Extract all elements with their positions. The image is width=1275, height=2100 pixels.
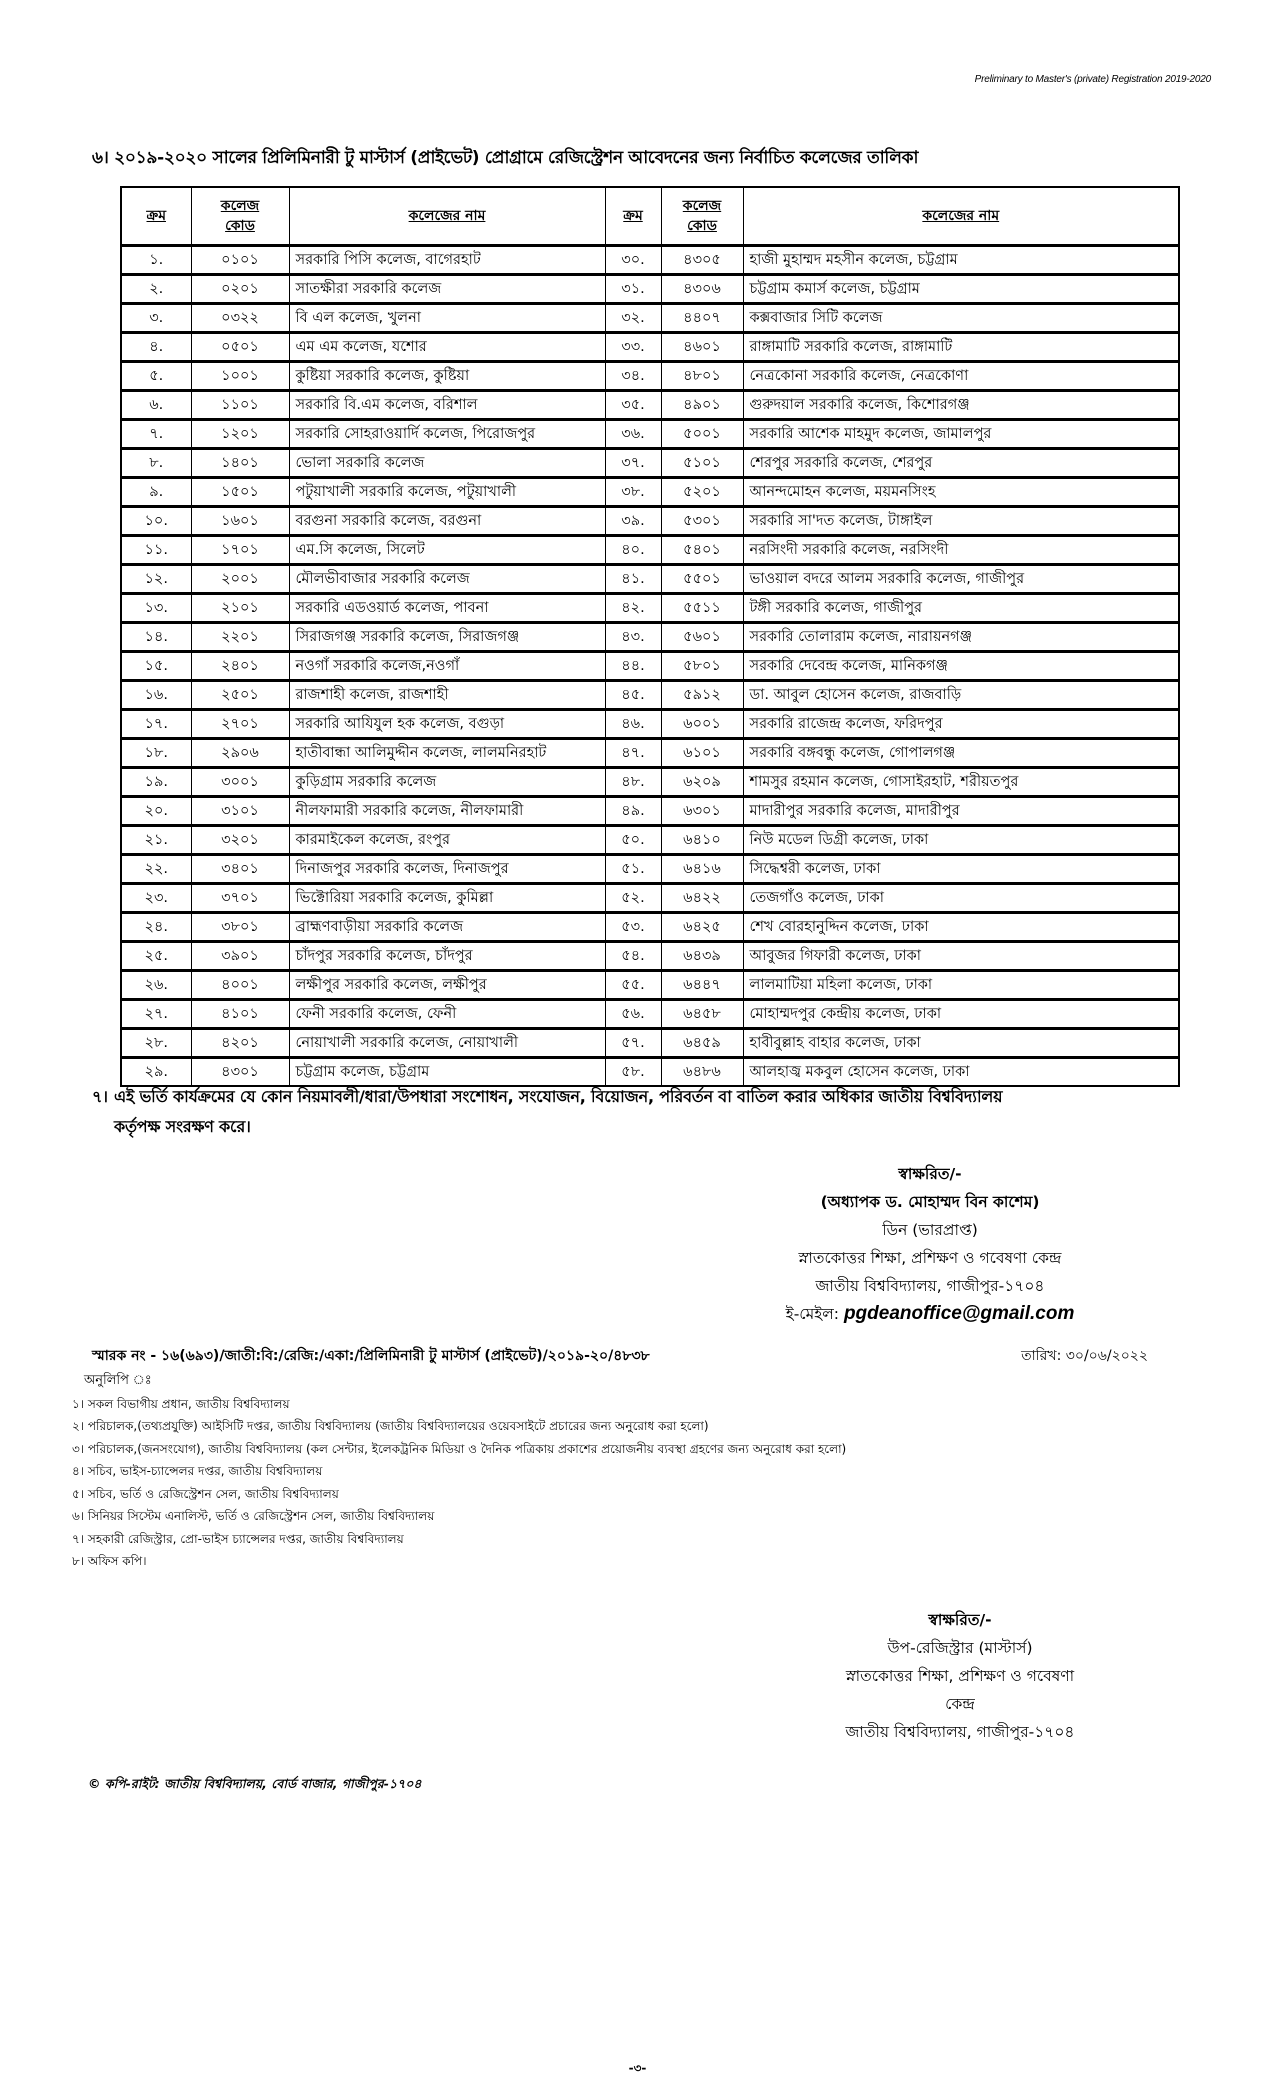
cell-college-name: সরকারি দেবেন্দ্র কলেজ, মানিকগঞ্জ [743,652,1179,681]
cell-college-code: ৫০০১ [661,420,743,449]
table-row [121,449,1179,478]
cell-college-code: ১৪০১ [191,449,289,478]
copy-item: ৪। সচিব, ভাইস-চ্যান্সেলর দপ্তর, জাতীয় বিশ্ববিদ্যালয় [72,1464,323,1478]
cell-college-code: ৪৬০১ [661,333,743,362]
cell-serial: ১. [121,246,191,275]
cell-college-name: বি এল কলেজ, খুলনা [289,304,605,333]
cell-college-name: হাবীবুল্লাহ বাহার কলেজ, ঢাকা [743,1029,1179,1058]
header-college-code [191,187,289,246]
cell-college-code: ৬৩০১ [661,797,743,826]
cell-college-name: ভোলা সরকারি কলেজ [289,449,605,478]
email-line [700,1300,1160,1328]
table-row [121,275,1179,304]
cell-college-code: ০১০১ [191,246,289,275]
section-6-title: ৬। ২০১৯-২০২০ সালের প্রিলিমিনারী টু মাস্টার্স (প্রাইভেট) প্রোগ্রামে রেজিস্ট্রেশন আবেদনের জন্য নির্বাচিত কলেজের তালিকা [92,148,919,168]
header-code-line1: কলেজ [682,198,722,214]
cell-college-code: ৬৪৫৮ [661,1000,743,1029]
cell-serial: ২৬. [121,971,191,1000]
signed-mark: স্বাক্ষরিত/- [928,1611,992,1629]
cell-college-code: ৩২০১ [191,826,289,855]
cell-college-name: সরকারি আশেক মাহমুদ কলেজ, জামালপুর [743,420,1179,449]
copyright-notice: © কপি-রাইট: জাতীয় বিশ্ববিদ্যালয়, বোর্ড বাজার, গাজীপুর-১৭০৪ [88,1776,422,1791]
cell-serial: ৫৮. [605,1058,661,1087]
cell-serial: ১৯. [121,768,191,797]
cell-college-name: কুষ্টিয়া সরকারি কলেজ, কুষ্টিয়া [289,362,605,391]
cell-college-name: আবুজর গিফারী কলেজ, ঢাকা [743,942,1179,971]
cell-college-name: চাঁদপুর সরকারি কলেজ, চাঁদপুর [289,942,605,971]
copy-item: ৭। সহকারী রেজিস্ট্রার, প্রো-ভাইস চ্যান্সেলর দপ্তর, জাতীয় বিশ্ববিদ্যালয় [72,1531,404,1546]
cell-college-code: ৪৩০১ [191,1058,289,1087]
cell-college-name: সাতক্ষীরা সরকারি কলেজ [289,275,605,304]
cell-college-name: কুড়িগ্রাম সরকারি কলেজ [289,768,605,797]
cell-serial: ৫২. [605,884,661,913]
cell-serial: ৩৪. [605,362,661,391]
table-row [121,246,1179,275]
copy-item: ৫। সচিব, ভর্তি ও রেজিস্ট্রেশন সেল, জাতীয় বিশ্ববিদ্যালয় [72,1486,339,1501]
cell-college-name: ফেনী সরকারি কলেজ, ফেনী [289,1000,605,1029]
cell-college-name: সরকারি বঙ্গবন্ধু কলেজ, গোপালগঞ্জ [743,739,1179,768]
section-7-paragraph [92,1082,1192,1142]
cell-college-code: ৩১০১ [191,797,289,826]
cell-serial: ৫৩. [605,913,661,942]
cell-college-code: ৪৩০৫ [661,246,743,275]
cell-college-name: চট্টগ্রাম কলেজ, চট্টগ্রাম [289,1058,605,1087]
cell-college-name: নেত্রকোনা সরকারি কলেজ, নেত্রকোণা [743,362,1179,391]
cell-serial: ৫৫. [605,971,661,1000]
cell-college-name: চট্টগ্রাম কমার্স কলেজ, চট্টগ্রাম [743,275,1179,304]
cell-college-code: ৬৪৮৬ [661,1058,743,1087]
cell-college-name: মাদারীপুর সরকারি কলেজ, মাদারীপুর [743,797,1179,826]
cell-serial: ৮. [121,449,191,478]
signatory-address: জাতীয় বিশ্ববিদ্যালয়, গাজীপুর-১৭০৪ [845,1723,1075,1741]
cell-college-name: লক্ষীপুর সরকারি কলেজ, লক্ষীপুর [289,971,605,1000]
cell-college-code: ৪৯০১ [661,391,743,420]
reference-line [92,1344,1192,1368]
cell-college-code: ৫৮০১ [661,652,743,681]
cell-college-code: ০২০১ [191,275,289,304]
cell-college-name: সরকারি রাজেন্দ্র কলেজ, ফরিদপুর [743,710,1179,739]
cell-serial: ৬. [121,391,191,420]
table-row [121,1029,1179,1058]
cell-college-code: ৪৩০৬ [661,275,743,304]
cell-college-code: ৬৪৪৭ [661,971,743,1000]
table-row [121,681,1179,710]
cell-college-code: ৬৪১০ [661,826,743,855]
signature-block-deputy-registrar [760,1606,1160,1746]
table-header-row [121,187,1179,246]
cell-college-code: ৩৯০১ [191,942,289,971]
cell-serial: ৫০. [605,826,661,855]
table-row [121,652,1179,681]
cell-college-code: ৬৪২২ [661,884,743,913]
signature-block-dean [700,1160,1160,1328]
cell-college-name: মোহাম্মদপুর কেন্দ্রীয় কলেজ, ঢাকা [743,1000,1179,1029]
signatory-office: স্নাতকোত্তর শিক্ষা, প্রশিক্ষণ ও গবেষণা কেন্দ্র [798,1249,1062,1267]
cell-college-code: ৬১০১ [661,739,743,768]
cell-serial: ৪. [121,333,191,362]
cell-college-name: রাঙ্গামাটি সরকারি কলেজ, রাঙ্গামাটি [743,333,1179,362]
cell-college-code: ০৫০১ [191,333,289,362]
cell-college-code: ৪২০১ [191,1029,289,1058]
cell-college-name: কারমাইকেল কলেজ, রংপুর [289,826,605,855]
cell-serial: ১০. [121,507,191,536]
cell-college-code: ৫৫০১ [661,565,743,594]
cell-college-name: সরকারি তোলারাম কলেজ, নারায়নগঞ্জ [743,623,1179,652]
cell-college-name: শামসুর রহমান কলেজ, গোসাইরহাট, শরীয়তপুর [743,768,1179,797]
cell-serial: ৪৩. [605,623,661,652]
header-code-line1: কলেজ [220,198,260,214]
cell-college-code: ১০০১ [191,362,289,391]
cell-college-code: ০৩২২ [191,304,289,333]
table-row [121,420,1179,449]
header-serial-2: ক্রম [605,187,661,246]
table-row [121,333,1179,362]
cell-college-code: ১৫০১ [191,478,289,507]
cell-serial: ১১. [121,536,191,565]
cell-college-code: ২০০১ [191,565,289,594]
cell-college-name: আলহাজ্ব মকবুল হোসেন কলেজ, ঢাকা [743,1058,1179,1087]
cell-college-code: ২৭০১ [191,710,289,739]
cell-serial: ২৮. [121,1029,191,1058]
cell-serial: ৭. [121,420,191,449]
cell-college-name: শেরপুর সরকারি কলেজ, শেরপুর [743,449,1179,478]
cell-serial: ৫৭. [605,1029,661,1058]
cell-serial: ১৫. [121,652,191,681]
header-college-name: কলেজের নাম [289,187,605,246]
header-college-name-2: কলেজের নাম [743,187,1179,246]
memo-date: তারিখ: ৩০/০৬/২০২২ [1021,1348,1148,1364]
cell-college-code: ২৫০১ [191,681,289,710]
cell-serial: ৩৮. [605,478,661,507]
cell-college-code: ৫২০১ [661,478,743,507]
cell-serial: ২৭. [121,1000,191,1029]
cell-serial: ৩৬. [605,420,661,449]
table-body [121,246,1179,1087]
cell-college-name: সরকারি পিসি কলেজ, বাগেরহাট [289,246,605,275]
cell-college-name: বরগুনা সরকারি কলেজ, বরগুনা [289,507,605,536]
cell-serial: ৪৪. [605,652,661,681]
cell-college-name: লালমাটিয়া মহিলা কলেজ, ঢাকা [743,971,1179,1000]
cell-college-code: ৪১০১ [191,1000,289,1029]
cell-college-name: সরকারি সা'দত কলেজ, টাঙ্গাইল [743,507,1179,536]
cell-college-name: শেখ বোরহানুদ্দিন কলেজ, ঢাকা [743,913,1179,942]
cell-college-name: সরকারি এডওয়ার্ড কলেজ, পাবনা [289,594,605,623]
header-serial: ক্রম [121,187,191,246]
table-row [121,884,1179,913]
cell-serial: ৩০. [605,246,661,275]
copies-title: অনুলিপি ঃ [84,1373,152,1388]
cell-college-name: মৌলভীবাজার সরকারি কলেজ [289,565,605,594]
cell-college-name: টঙ্গী সরকারি কলেজ, গাজীপুর [743,594,1179,623]
cell-college-name: নওগাঁ সরকারি কলেজ,নওগাঁ [289,652,605,681]
table-row [121,391,1179,420]
cell-college-name: সরকারি আযিযুল হক কলেজ, বগুড়া [289,710,605,739]
copy-item: ১। সকল বিভাগীয় প্রধান, জাতীয় বিশ্ববিদ্যালয় [72,1396,290,1411]
cell-college-code: ৪৮০১ [661,362,743,391]
cell-serial: ২৪. [121,913,191,942]
cell-serial: ৫৬. [605,1000,661,1029]
cell-college-name: এম.সি কলেজ, সিলেট [289,536,605,565]
cell-college-name: গুরুদয়াল সরকারি কলেজ, কিশোরগঞ্জ [743,391,1179,420]
cell-college-code: ৫৬০১ [661,623,743,652]
table-row [121,797,1179,826]
table-row [121,1000,1179,1029]
cell-college-code: ৬৪১৬ [661,855,743,884]
cell-serial: ৫৪. [605,942,661,971]
cell-college-code: ৩৮০১ [191,913,289,942]
section-7-number: ৭। [92,1087,108,1106]
cell-serial: ১৮. [121,739,191,768]
signatory-office-line1: স্নাতকোত্তর শিক্ষা, প্রশিক্ষণ ও গবেষণা [845,1667,1075,1685]
cell-college-code: ২১০১ [191,594,289,623]
signatory-office-line2: কেন্দ্র [945,1695,975,1713]
cell-college-name: ডা. আবুল হোসেন কলেজ, রাজবাড়ি [743,681,1179,710]
cell-college-name: নিউ মডেল ডিগ্রী কলেজ, ঢাকা [743,826,1179,855]
copy-item: ৮। অফিস কপি। [72,1554,147,1568]
cell-serial: ২২. [121,855,191,884]
copy-distribution-list [72,1370,1172,1573]
cell-serial: ৪২. [605,594,661,623]
cell-serial: ২. [121,275,191,304]
cell-college-code: ৫৫১১ [661,594,743,623]
section-7-line2: কর্তৃপক্ষ সংরক্ষণ করে। [114,1117,251,1136]
table-row [121,362,1179,391]
cell-college-code: ১২০১ [191,420,289,449]
email-label: ই-মেইল: [785,1305,844,1323]
cell-serial: ৯. [121,478,191,507]
cell-college-code: ৬৪৫৯ [661,1029,743,1058]
cell-college-name: সিদ্ধেশ্বরী কলেজ, ঢাকা [743,855,1179,884]
cell-serial: ১৭. [121,710,191,739]
cell-serial: ১৪. [121,623,191,652]
cell-college-name: দিনাজপুর সরকারি কলেজ, দিনাজপুর [289,855,605,884]
cell-college-code: ৫১০১ [661,449,743,478]
table-row [121,594,1179,623]
cell-serial: ৪০. [605,536,661,565]
signed-mark: স্বাক্ষরিত/- [898,1165,962,1183]
table-row [121,855,1179,884]
cell-college-code: ৪০০১ [191,971,289,1000]
table-row [121,739,1179,768]
cell-serial: ৩২. [605,304,661,333]
section-7-line1: এই ভর্তি কার্যক্রমের যে কোন নিয়মাবলী/ধারা/উপধারা সংশোধন, সংযোজন, বিয়োজন, পরিবর্তন বা বাতিল করার অধিকার জাতীয় বিশ্ববিদ্যালয় [114,1087,1003,1106]
cell-college-code: ৫৪০১ [661,536,743,565]
cell-college-name: ব্রাহ্মণবাড়ীয়া সরকারি কলেজ [289,913,605,942]
cell-college-name: কক্সবাজার সিটি কলেজ [743,304,1179,333]
signatory-designation: ডিন (ভারপ্রাপ্ত) [882,1221,978,1239]
cell-serial: ১৬. [121,681,191,710]
copy-item: ২। পরিচালক,(তথ্যপ্রযুক্তি) আইসিটি দপ্তর, জাতীয় বিশ্ববিদ্যালয় (জাতীয় বিশ্ববিদ্যালয়ের ওয়েবসাইটে প্রচারের জন্য অনুরোধ করা হলো) [72,1419,709,1433]
header-code-line2: কোড [225,218,255,234]
cell-serial: ১৩. [121,594,191,623]
running-header: Preliminary to Master's (private) Registration 2019-2020 [974,74,1211,85]
table-row [121,768,1179,797]
cell-college-name: নোয়াখালী সরকারি কলেজ, নোয়াখালী [289,1029,605,1058]
cell-college-code: ১১০১ [191,391,289,420]
signatory-designation: উপ-রেজিস্ট্রার (মাস্টার্স) [887,1639,1033,1657]
cell-serial: ৪৭. [605,739,661,768]
cell-serial: ৫১. [605,855,661,884]
table-row [121,304,1179,333]
cell-serial: ২০. [121,797,191,826]
cell-college-name: এম এম কলেজ, যশোর [289,333,605,362]
cell-serial: ৩১. [605,275,661,304]
header-college-code-2 [661,187,743,246]
college-list-table [120,186,1180,1087]
cell-college-code: ২৪০১ [191,652,289,681]
cell-serial: ৪৬. [605,710,661,739]
cell-college-name: ভিক্টোরিয়া সরকারি কলেজ, কুমিল্লা [289,884,605,913]
cell-college-code: ৫৯১২ [661,681,743,710]
cell-college-name: হাজী মুহাম্মদ মহসীন কলেজ, চট্টগ্রাম [743,246,1179,275]
table-row [121,565,1179,594]
cell-college-code: ১৬০১ [191,507,289,536]
cell-serial: ২৯. [121,1058,191,1087]
email-address[interactable]: pgdeanoffice@gmail.com [843,1303,1075,1324]
cell-serial: ৪৯. [605,797,661,826]
cell-serial: ২১. [121,826,191,855]
header-code-line2: কোড [687,218,717,234]
cell-college-name: হাতীবান্ধা আলিমুদ্দীন কলেজ, লালমনিরহাট [289,739,605,768]
copy-item: ৩। পরিচালক,(জনসংযোগ), জাতীয় বিশ্ববিদ্যালয় (কল সেন্টার, ইলেকট্রনিক মিডিয়া ও দৈনিক পত্রিকায় প্রকাশের প্রয়োজনীয় ব্যবস্থা গ্রহণের জন্য অনুরোধ করা হলো) [72,1441,847,1456]
table-row [121,478,1179,507]
cell-college-name: সরকারি বি.এম কলেজ, বরিশাল [289,391,605,420]
cell-college-code: ৪৪০৭ [661,304,743,333]
copy-item: ৬। সিনিয়র সিস্টেম এনালিস্ট, ভর্তি ও রেজিস্ট্রেশন সেল, জাতীয় বিশ্ববিদ্যালয় [72,1509,435,1523]
cell-college-code: ৬২০৯ [661,768,743,797]
cell-serial: ৩৩. [605,333,661,362]
cell-college-name: রাজশাহী কলেজ, রাজশাহী [289,681,605,710]
cell-serial: ৩৭. [605,449,661,478]
table-row [121,942,1179,971]
cell-college-code: ৬৪২৫ [661,913,743,942]
signatory-address: জাতীয় বিশ্ববিদ্যালয়, গাজীপুর-১৭০৪ [815,1277,1045,1295]
cell-college-code: ১৭০১ [191,536,289,565]
cell-college-code: ৩৪০১ [191,855,289,884]
cell-serial: ৪৮. [605,768,661,797]
table-row [121,507,1179,536]
table-row [121,913,1179,942]
cell-college-name: নরসিংদী সরকারি কলেজ, নরসিংদী [743,536,1179,565]
cell-college-code: ৬০০১ [661,710,743,739]
signatory-name: (অধ্যাপক ড. মোহাম্মদ বিন কাশেম) [820,1193,1040,1211]
table-row [121,623,1179,652]
cell-serial: ৪১. [605,565,661,594]
cell-serial: ৩৫. [605,391,661,420]
table-row [121,536,1179,565]
cell-college-code: ৩০০১ [191,768,289,797]
cell-college-code: ২৯০৬ [191,739,289,768]
cell-college-name: ভাওয়াল বদরে আলম সরকারি কলেজ, গাজীপুর [743,565,1179,594]
cell-college-name: সিরাজগঞ্জ সরকারি কলেজ, সিরাজগঞ্জ [289,623,605,652]
cell-serial: ৪৫. [605,681,661,710]
cell-college-name: পটুয়াখালী সরকারি কলেজ, পটুয়াখালী [289,478,605,507]
cell-serial: ৩. [121,304,191,333]
memo-number: স্মারক নং - ১৬(৬৯৩)/জাতী:বি:/রেজি:/একা:/প্রিলিমিনারী টু মাস্টার্স (প্রাইভেট)/২০১৯-২০/৪৮৩৮ [92,1348,650,1364]
cell-college-name: সরকারি সোহরাওয়ার্দি কলেজ, পিরোজপুর [289,420,605,449]
cell-college-code: ৫৩০১ [661,507,743,536]
table-row [121,826,1179,855]
cell-serial: ৫. [121,362,191,391]
cell-college-name: তেজগাঁও কলেজ, ঢাকা [743,884,1179,913]
cell-serial: ৩৯. [605,507,661,536]
cell-serial: ২৩. [121,884,191,913]
cell-serial: ২৫. [121,942,191,971]
table-row [121,710,1179,739]
cell-college-name: আনন্দমোহন কলেজ, ময়মনসিংহ [743,478,1179,507]
page-number: -৩- [628,2061,647,2075]
cell-college-name: নীলফামারী সরকারি কলেজ, নীলফামারী [289,797,605,826]
table-row [121,971,1179,1000]
cell-college-code: ৬৪৩৯ [661,942,743,971]
cell-serial: ১২. [121,565,191,594]
cell-college-code: ২২০১ [191,623,289,652]
cell-college-code: ৩৭০১ [191,884,289,913]
